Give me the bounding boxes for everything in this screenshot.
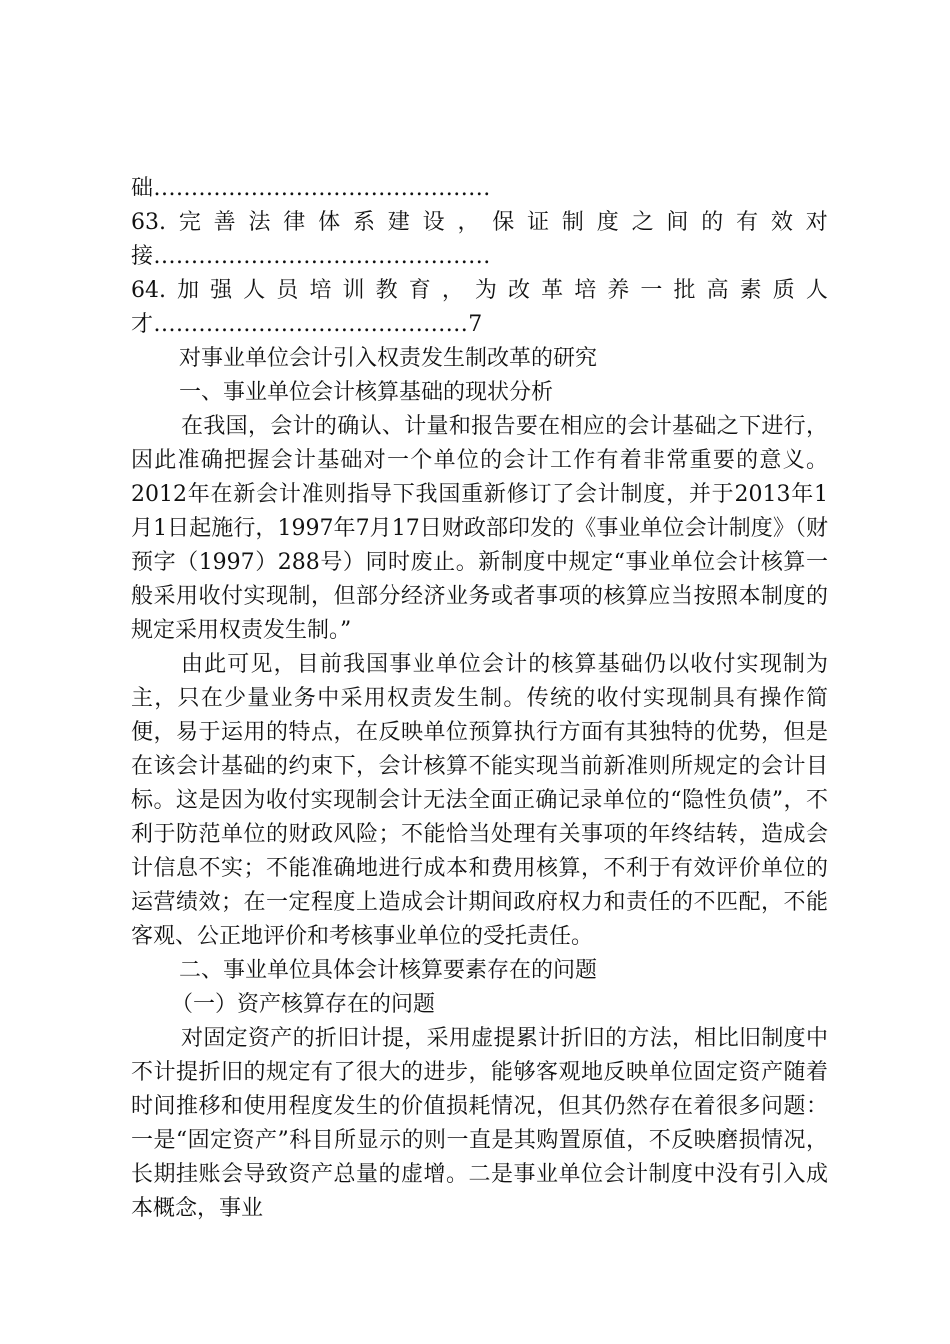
toc-char: 素 <box>739 278 762 303</box>
toc-char: 完 <box>178 210 201 235</box>
toc-char: 善 <box>213 210 236 235</box>
toc-char: 有 <box>736 210 759 235</box>
toc-char: 度 <box>596 210 619 235</box>
paragraph-2: 由此可见，目前我国事业单位会计的核算基础仍以收付实现制为主，只在少量业务中采用权责发生制。传统的收付实现制具有操作简便，易于运用的特点，在反映单位预算执行方面有其独特的优势，但是在该会计基础的约束下，会计核算不能实现当前新准则所规定的会计目标。这是因为收付实现制会计无法全面正确记录单位的“隐性负债”，不利于防范单位的财政风险；不能恰当处理有关事项的年终结转，造成会计信息不实；不能准确地进行成本和费用核算，不利于有效评价单位的运营绩效；在一定程度上造成会计期间政府权力和责任的不匹配，不能客观、公正地评价和考核事业单位的受托责任。 <box>131 652 828 949</box>
toc-char: 改 <box>508 278 531 303</box>
toc-char: 设 <box>422 210 445 235</box>
toc-char: 系 <box>352 210 375 235</box>
toc-char: 强 <box>210 278 233 303</box>
toc-char: 育 <box>408 278 431 303</box>
toc-char: 法 <box>248 210 271 235</box>
toc-char: 质 <box>772 278 795 303</box>
toc-char: 律 <box>283 210 306 235</box>
toc-char: 教 <box>375 278 398 303</box>
toc-char: 人 <box>243 278 266 303</box>
toc-char: 体 <box>318 210 341 235</box>
toc-char: 培 <box>574 278 597 303</box>
toc-char: 效 <box>770 210 793 235</box>
toc-char: 培 <box>309 278 332 303</box>
toc-char: 间 <box>666 210 689 235</box>
toc-char: 64. <box>131 278 166 303</box>
toc-line-with-page-number: 才..........................................7 <box>131 312 483 337</box>
toc-char: 建 <box>387 210 410 235</box>
toc-char: 人 <box>805 278 828 303</box>
subsection-heading-1: （一）资产核算存在的问题 <box>171 992 436 1017</box>
toc-char: 保 <box>492 210 515 235</box>
toc-char: 加 <box>177 278 200 303</box>
paragraph-1: 在我国，会计的确认、计量和报告要在相应的会计基础之下进行，因此准确把握会计基础对一个单位的会计工作有着非常重要的意义。2012年在新会计准则指导下我国重新修订了会计制度，并于2013年1月1日起施行，1997年7月17日财政部印发的《事业单位会计制度》（财预字（1997）288号）同时废止。新制度中规定“事业单位会计核算一般采用收付实现制，但部分经济业务或者事项的核算应当按照本制度的规定采用权责发生制。” <box>131 414 828 643</box>
section-heading-2: 二、事业单位具体会计核算要素存在的问题 <box>179 958 598 983</box>
toc-char: 证 <box>527 210 550 235</box>
toc-char: ， <box>457 210 480 235</box>
document-body <box>131 172 828 1226</box>
document-title: 对事业单位会计引入权责发生制改革的研究 <box>179 346 598 371</box>
toc-char: 之 <box>631 210 654 235</box>
section-heading-1: 一、事业单位会计核算基础的现状分析 <box>179 380 554 405</box>
toc-char: 高 <box>706 278 729 303</box>
paragraph-3: 对固定资产的折旧计提，采用虚提累计折旧的方法，相比旧制度中不计提折旧的规定有了很大的进步，能够客观地反映单位固定资产随着时间推移和使用程度发生的价值损耗情况，但其仍然存在着很多问题：一是“固定资产”科目所显示的则一直是其购置原值，不反映磨损情况，长期挂账会导致资产总量的虚增。二是事业单位会计制度中没有引入成本概念，事业 <box>131 1026 828 1221</box>
toc-char: 养 <box>607 278 630 303</box>
toc-char: 一 <box>640 278 663 303</box>
toc-char: 革 <box>541 278 564 303</box>
toc-char: 批 <box>673 278 696 303</box>
toc-line-continuation: 础............................................. <box>131 176 491 201</box>
toc-line-continuation: 接............................................. <box>131 244 491 269</box>
toc-entry-64[interactable] <box>131 274 828 308</box>
toc-char: 员 <box>276 278 299 303</box>
toc-char: ， <box>441 278 464 303</box>
toc-char: 对 <box>805 210 828 235</box>
toc-char: 制 <box>561 210 584 235</box>
toc-char: 的 <box>701 210 724 235</box>
toc-char: 63. <box>131 210 166 235</box>
toc-char: 训 <box>342 278 365 303</box>
toc-char: 为 <box>474 278 497 303</box>
toc-entry-63[interactable] <box>131 206 828 240</box>
